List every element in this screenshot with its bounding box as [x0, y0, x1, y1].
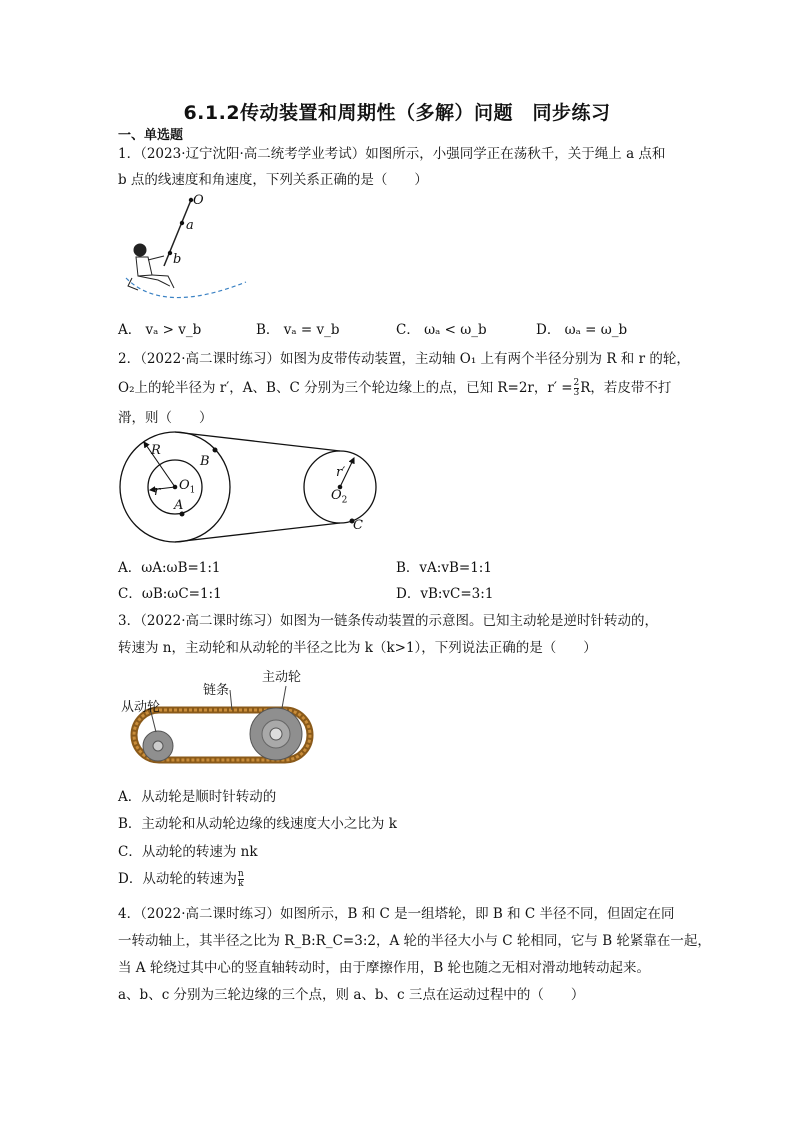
- q2-fraction: [574, 379, 580, 398]
- q3-option-b[interactable]: B．主动轮和从动轮边缘的线速度大小之比为 k: [118, 816, 397, 832]
- q2-frac-den: 3: [573, 388, 580, 398]
- q3-option-d[interactable]: [118, 867, 245, 889]
- q1-option-d[interactable]: D． ωₐ = ω_b: [536, 322, 628, 338]
- driven-gear-icon: [143, 731, 173, 761]
- q1-line-2: b 点的线速度和角速度，下列关系正确的是（ ）: [118, 172, 428, 188]
- label-o2-letter: O: [331, 488, 342, 503]
- q2-line-2-tail: R，若皮带不打: [580, 380, 672, 396]
- q4-line-4: a、b、c 分别为三轮边缘的三个点，则 a、b、c 三点在运动过程中的（ ）: [118, 987, 585, 1003]
- label-o1: [179, 478, 195, 496]
- label-chain: 链条: [203, 683, 230, 698]
- q1-option-a[interactable]: A． vₐ > v_b: [118, 322, 202, 338]
- q3-option-d-text: D．从动轮的转速为: [118, 871, 237, 887]
- belt-top: [175, 432, 340, 451]
- q2-line-2-text: O₂上的轮半径为 r′，A、B、C 分别为三个轮边缘上的点，已知 R=2r，r′ =: [118, 380, 573, 396]
- center-o1: [173, 485, 178, 490]
- child-on-swing-icon: [128, 244, 174, 290]
- q3-option-c[interactable]: C．从动轮的转速为 nk: [118, 844, 258, 860]
- label-b: b: [173, 252, 182, 267]
- point-b: [168, 251, 172, 255]
- q2-line-2: [118, 376, 671, 398]
- label-o2: [331, 488, 347, 506]
- label-o2-sub: 2: [341, 495, 348, 506]
- q4-line-2: 一转动轴上，其半径之比为 R_B:R_C=3:2，A 轮的半径大小与 C 轮相同，它与 B 轮紧靠在一起，: [118, 933, 711, 949]
- q2-frac-num: 2: [573, 378, 580, 388]
- q2-line-3: 滑，则（ ）: [118, 410, 213, 426]
- q4-line-1: 4．（2022·高二课时练习）如图所示，B 和 C 是一组塔轮，即 B 和 C 半径不同，但固定在同: [118, 906, 675, 922]
- q4-line-3: 当 A 轮绕过其中心的竖直轴转动时，由于摩擦作用，B 轮也随之无相对滑动地转动起来。: [118, 960, 651, 976]
- label-r-prime: r′: [336, 465, 346, 480]
- label-point-a: A: [174, 498, 184, 513]
- q2-option-a[interactable]: A．ωA:ωB=1:1: [118, 560, 221, 576]
- label-point-b: B: [200, 454, 210, 469]
- label-small-r: r: [154, 484, 161, 499]
- label-o1-letter: O: [179, 478, 190, 493]
- q1-option-b[interactable]: B． vₐ = v_b: [256, 322, 340, 338]
- q2-option-b[interactable]: B．vA:vB=1:1: [396, 560, 492, 576]
- driver-pointer: [282, 686, 286, 708]
- q3-frac-den: k: [237, 879, 244, 889]
- q2-option-d[interactable]: D．vB:vC=3:1: [396, 586, 494, 602]
- swing-figure: [118, 190, 258, 310]
- q3-option-a[interactable]: A．从动轮是顺时针转动的: [118, 789, 277, 805]
- q2-line-1: 2．（2022·高二课时练习）如图为皮带传动装置，主动轴 O₁ 上有两个半径分别为 R 和 r 的轮，: [118, 351, 690, 367]
- q3-line-2: 转速为 n，主动轮和从动轮的半径之比为 k（k>1），下列说法正确的是（ ）: [118, 640, 597, 656]
- q3-option-d-fraction: [238, 870, 244, 889]
- page-title: 6.1.2传动装置和周期性（多解）问题 同步练习: [183, 102, 611, 124]
- q2-option-c[interactable]: C．ωB:ωC=1:1: [118, 586, 222, 602]
- driver-gear-icon: [250, 708, 302, 760]
- swing-path-arc: [126, 278, 246, 298]
- q1-line-1: 1．（2023·辽宁沈阳·高二统考学业考试）如图所示，小强同学正在荡秋千，关于绳上 a 点和: [118, 146, 666, 162]
- section-heading: 一、单选题: [118, 128, 184, 143]
- label-o: O: [193, 193, 204, 208]
- label-a: a: [186, 218, 194, 233]
- belt-bottom: [175, 523, 340, 542]
- q3-line-1: 3．（2022·高二课时练习）如图为一链条传动装置的示意图。已知主动轮是逆时针转动的，: [118, 613, 658, 629]
- label-driver-wheel: 主动轮: [262, 670, 302, 685]
- point-b-dot: [213, 448, 218, 453]
- label-o1-sub: 1: [189, 485, 196, 496]
- q3-frac-num: n: [237, 869, 244, 879]
- q1-option-c[interactable]: C． ωₐ < ω_b: [396, 322, 487, 338]
- label-big-r: R: [151, 443, 161, 458]
- label-driven-wheel: 从动轮: [121, 700, 161, 715]
- label-point-c: C: [353, 518, 363, 533]
- point-a: [180, 221, 184, 225]
